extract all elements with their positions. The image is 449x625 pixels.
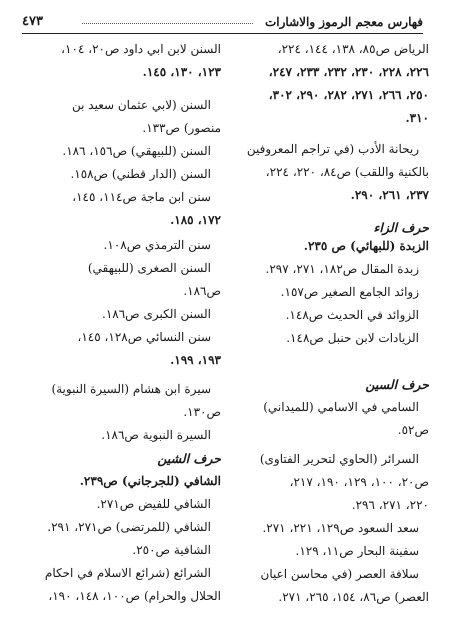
index-entry-line: سفينة البحار ص١١، ١٢٩. (295, 544, 419, 558)
section-heading: حرف الشين (157, 451, 221, 466)
header-dot-leader (82, 23, 253, 24)
index-entry-line: ٢٢٠، ٢٧١، ٢٩٦. (351, 498, 429, 512)
index-entry-line: ٢٢٦، ٢٢٨، ٢٣٠، ٢٣٢، ٢٣٣، ٢٤٧، (268, 65, 429, 79)
index-entry-line: السنن الصغرى (للبيهقي) (87, 261, 211, 275)
index-entry-line: ١٧٢، ١٨٥. (170, 213, 221, 227)
index-entry-line: ص٢٠، ١٠٠، ١٢٩، ١٩٠، ٢١٧، (289, 475, 429, 489)
index-entry-line: الزوائد في الحديث ص١٤٨. (285, 308, 419, 322)
index-entry-line: السنن (للبيهقي) ص١٥٦، ١٨٦. (62, 144, 211, 158)
index-entry-line: سنن ابن ماجة ص١١٤، ١٤٥، (72, 190, 211, 204)
index-entry-line: ريحانة الأدب (في تراجم المعروفين (246, 142, 419, 156)
index-entry-line: الشافي (للمرتضى) ص٢٧١، ٢٩١. (47, 520, 211, 534)
index-entry-line: بالكنية واللقب) ص٨٤، ٢٢٠، ٢٢٤، (265, 165, 429, 179)
index-entry-line: الشافية ص٢٥٠. (132, 543, 211, 557)
index-entry-line: الزبدة (للبهائي) ص ٢٣٥. (303, 239, 429, 253)
index-entry-line: ١٢٣، ١٣٠، ١٤٥. (142, 65, 221, 79)
index-entry-line: الشرائع (شرائع الاسلام في احكام (44, 566, 211, 580)
index-entry-line: سيرة ابن هشام (السيرة النبوية) (51, 382, 211, 396)
index-entry-line: ٢٥٠، ٢٦٦، ٢٧١، ٢٨٢، ٢٩٠، ٣٠٢، (268, 88, 429, 102)
index-entry-line: ص١٨٦. (183, 284, 221, 298)
index-entry-line: السنن (الدار قطني) ص١٥٨. (70, 167, 211, 181)
index-entry-line: السنن الكبرى ص١٨٦. (101, 307, 211, 321)
index-entry-line: زوائد الجامع الصغير ص١٥٧. (280, 285, 419, 299)
index-entry-line: السرائر (الحاوي لتحرير الفتاوى) (259, 452, 419, 466)
index-entry-line: زبدة المقال ص١٨٢، ٢٧١، ٢٩٧. (265, 262, 419, 276)
index-entry-line: الحلال والحرام) ص١٠٠، ١٤٨، ١٩٠، (48, 589, 221, 603)
index-entry-line: الشافي (للجرجاني) ص٢٣٩. (79, 474, 221, 488)
index-entry-line: ٣١٠. (405, 111, 429, 125)
section-heading: حرف الزاء (373, 220, 429, 235)
index-entry-line: السنن لابن ابي داود ص٢٠، ١٠٤، (61, 42, 221, 56)
index-entry-line: السنن (لابي عثمان سعيد بن (71, 98, 211, 112)
index-entry-line: سلافة العصر (في محاسن اعيان (260, 567, 419, 581)
index-entry-line: منصور) ص١٣٣. (142, 121, 221, 135)
index-entry-line: سنن النسائي ص١٢٨، ١٤٥، (77, 330, 211, 344)
running-title: فهارس معجم الرموز والاشارات (265, 15, 423, 29)
index-entry-line: ص١٣٠. (183, 405, 221, 419)
index-entry-line: ٢٣٧، ٢٦١، ٢٩٠. (350, 188, 429, 202)
index-entry-line: سنن الترمذي ص١٠٨. (103, 238, 211, 252)
index-entry-line: العصر) ص٨٦، ١٥٤، ٢٦٥، ٢٧١. (278, 590, 429, 604)
index-entry-line: الزيادات لابن حنبل ص١٤٨. (286, 331, 419, 345)
index-entry-line: سعد السعود ص١٢٩، ٢٢١، ٢٧١. (262, 521, 419, 535)
index-entry-line: السامي في الاسامي (للميداني) (263, 400, 419, 414)
section-heading: حرف السين (365, 377, 429, 392)
index-entry-line: الرياض ص٨٥، ١٣٨، ١٤٤، ٢٢٤، (277, 42, 429, 56)
index-entry-line: الشافي للفيض ص٢٧١. (96, 497, 211, 511)
index-entry-line: ص٥٢. (397, 423, 429, 437)
index-entry-line: السيرة النبوية ص١٨٦. (101, 428, 211, 442)
page-number: ٤٧٣ (22, 14, 43, 29)
index-entry-line: ١٩٣، ١٩٩. (170, 353, 221, 367)
page-header (22, 11, 423, 34)
